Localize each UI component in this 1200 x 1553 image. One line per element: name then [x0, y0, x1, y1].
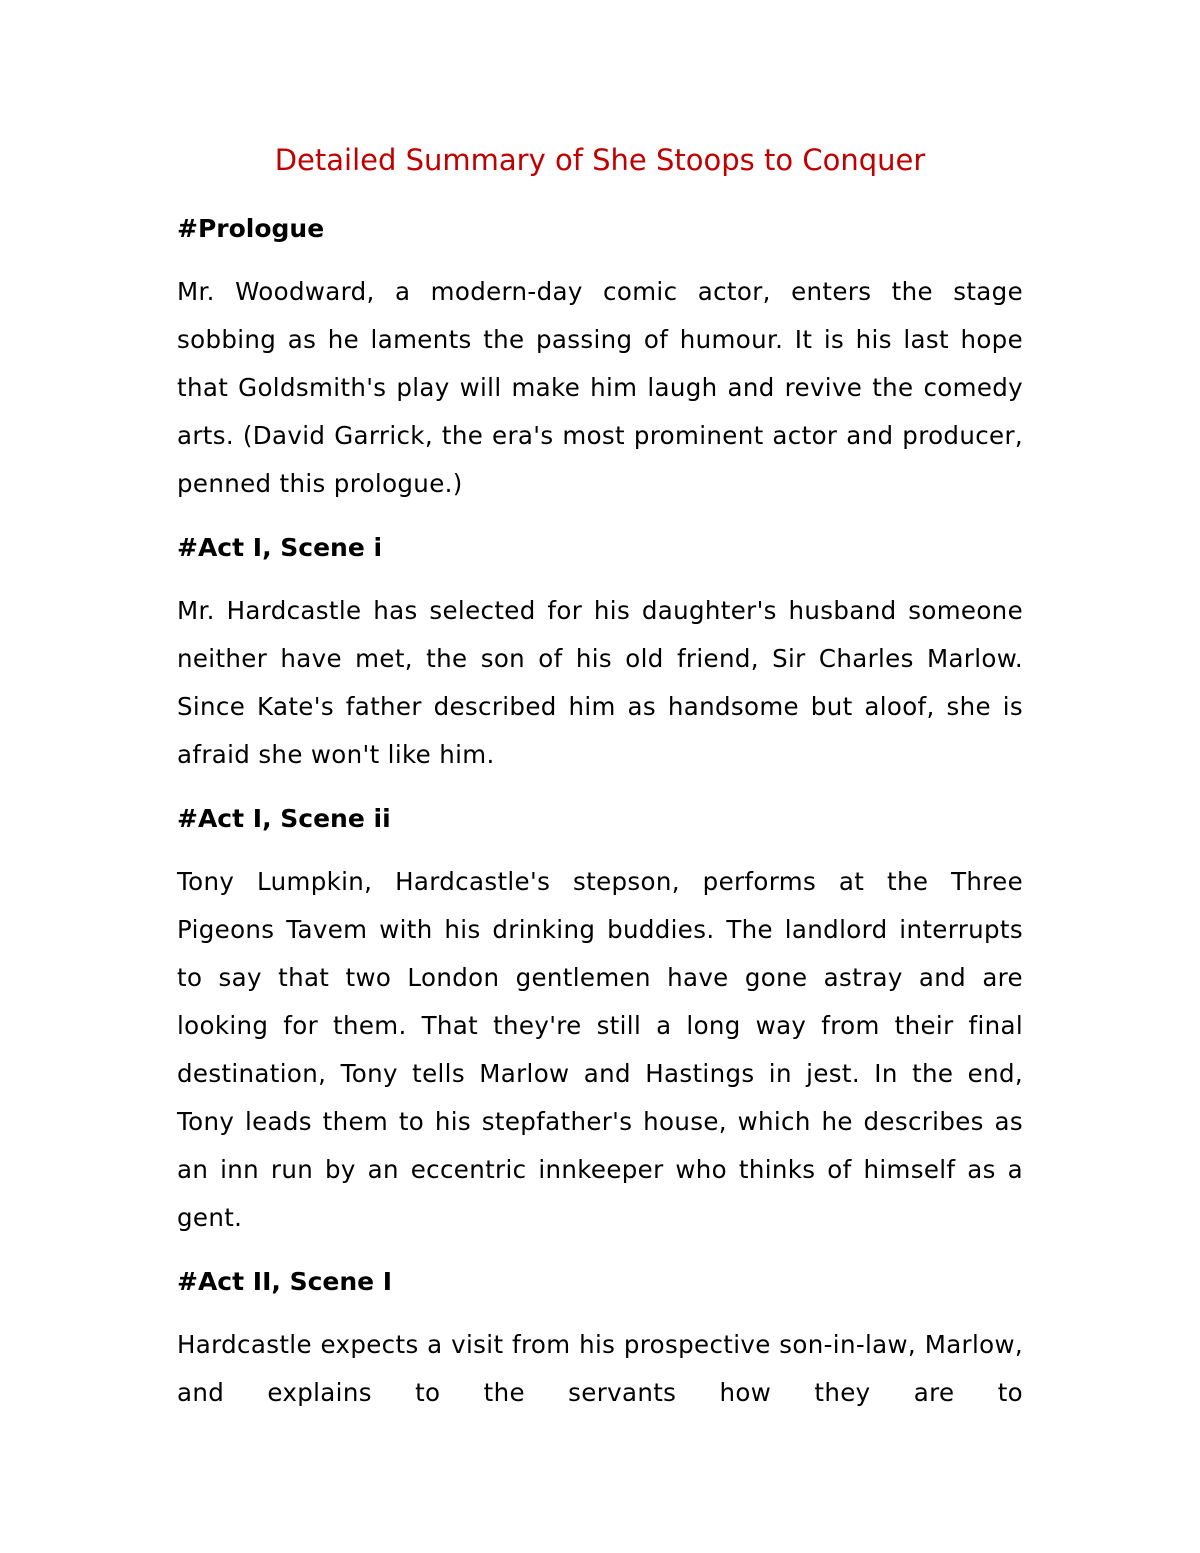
- section-text-act2-scene1: Hardcastle expects a visit from his prospective son-in-law, Marlow, and explains to the servants how they are to: [177, 1330, 1023, 1407]
- section-text-act1-scene2: Tony Lumpkin, Hardcastle's stepson, performs at the Three Pigeons Tavem with his drinking buddies. The landlord interrupts to say that two London gentlemen have gone astray and are looking for them. That they're still a long way from their final destination, Tony tells Marlow and Hastings in jest. In the end, Tony leads them to his stepfather's house, which he describes as an inn run by an eccentric innkeeper who thinks of himself as a gent.: [177, 867, 1023, 1232]
- section-heading-act1-scene2: #Act I, Scene ii: [177, 804, 391, 833]
- section-text-prologue: Mr. Woodward, a modern-day comic actor, enters the stage sobbing as he laments the passing of humour. It is his last hope that Goldsmith's play will make him laugh and revive the comedy arts. (David Garrick, the era's most prominent actor and producer, penned this prologue.): [177, 277, 1023, 498]
- section-heading-act1-scene1: #Act I, Scene i: [177, 533, 383, 562]
- section-heading-prologue: #Prologue: [177, 214, 325, 243]
- section-text-act1-scene1: Mr. Hardcastle has selected for his daughter's husband someone neither have met, the son of his old friend, Sir Charles Marlow. Since Kate's father described him as handsome but aloof, she is afraid she won't like him.: [177, 596, 1023, 769]
- document-title: Detailed Summary of She Stoops to Conquer: [274, 143, 926, 177]
- section-heading-act2-scene1: #Act II, Scene I: [177, 1267, 393, 1296]
